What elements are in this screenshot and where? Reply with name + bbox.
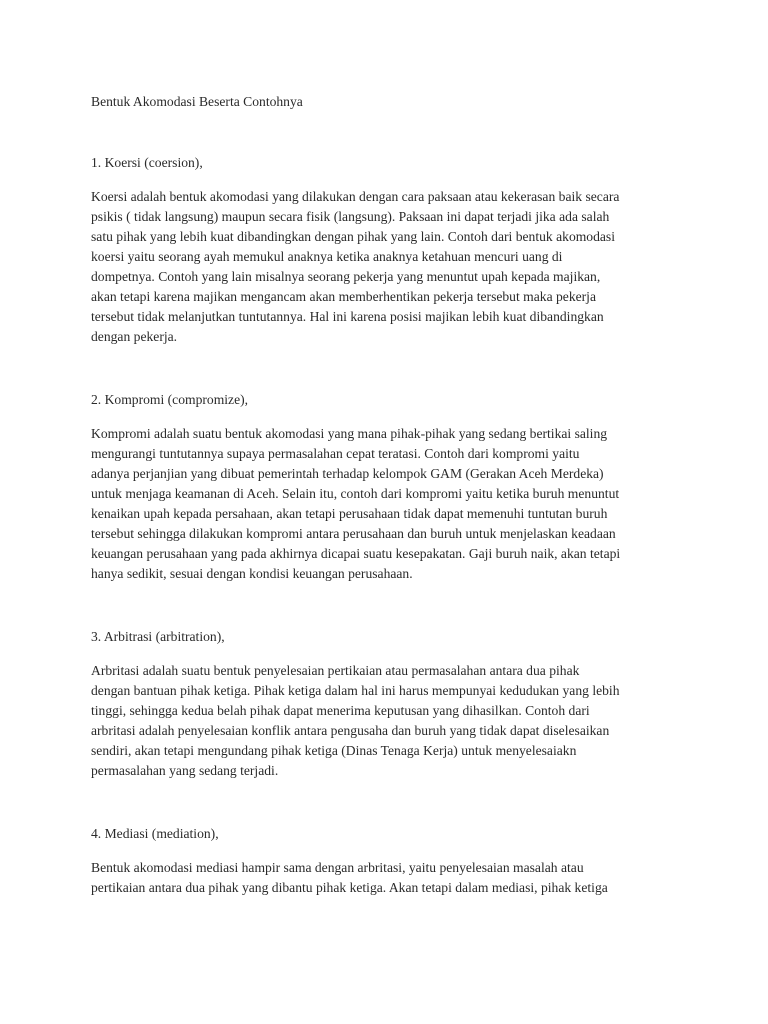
paragraph-line: tersebut tidak melanjutkan tuntutannya. Hal ini karena posisi majikan lebih kuat dibandingkan [91,309,604,324]
section-mediasi [91,824,691,898]
paragraph-line: dompetnya. Contoh yang lain misalnya seorang pekerja yang menuntut upah kepada majikan, [91,269,601,284]
paragraph-line: Arbritasi adalah suatu bentuk penyelesaian pertikaian atau permasalahan antara dua pihak [91,663,580,678]
paragraph-line: Bentuk akomodasi mediasi hampir sama dengan arbritasi, yaitu penyelesaian masalah atau [91,860,584,875]
paragraph-line: dengan pekerja. [91,329,178,344]
section-paragraph [91,187,691,347]
section-kompromi [91,390,691,584]
paragraph-line: akan tetapi karena majikan mengancam akan memberhentikan pekerja tersebut maka pekerja [91,289,596,304]
paragraph-line: adanya perjanjian yang dibuat pemerintah terhadap kelompok GAM (Gerakan Aceh Merdeka) [91,466,604,481]
document-body [91,92,691,898]
section-paragraph [91,661,691,781]
paragraph-line: tinggi, sehingga kedua belah pihak dapat menerima keputusan yang dihasilkan. Contoh dari [91,703,590,718]
paragraph-line: arbritasi adalah penyelesaian konflik antara pengusaha dan buruh yang tidak dapat diselesaikan [91,723,610,738]
section-heading: 4. Mediasi (mediation), [91,826,219,841]
section-heading: 1. Koersi (coersion), [91,155,203,170]
section-paragraph [91,858,691,898]
paragraph-line: Koersi adalah bentuk akomodasi yang dilakukan dengan cara paksaan atau kekerasan baik secara [91,189,620,204]
paragraph-line: hanya sedikit, sesuai dengan kondisi keuangan perusahaan. [91,566,413,581]
paragraph-line: sendiri, akan tetapi mengundang pihak ketiga (Dinas Tenaga Kerja) untuk menyelesaiakn [91,743,577,758]
paragraph-line: pertikaian antara dua pihak yang dibantu pihak ketiga. Akan tetapi dalam mediasi, pihak ketiga [91,880,608,895]
paragraph-line: mengurangi tuntutannya supaya permasalahan cepat teratasi. Contoh dari kompromi yaitu [91,446,580,461]
section-koersi [91,153,691,347]
paragraph-line: tersebut sehingga dilakukan kompromi antara perusahaan dan buruh untuk menjelaskan keadaan [91,526,616,541]
document-title: Bentuk Akomodasi Beserta Contohnya [91,94,303,109]
paragraph-line: kenaikan upah kepada persahaan, akan tetapi perusahaan tidak dapat memenuhi tuntutan buruh [91,506,608,521]
paragraph-line: psikis ( tidak langsung) maupun secara fisik (langsung). Paksaan ini dapat terjadi jika ada salah [91,209,610,224]
paragraph-line: permasalahan yang sedang terjadi. [91,763,279,778]
paragraph-line: dengan bantuan pihak ketiga. Pihak ketiga dalam hal ini harus mempunyai kedudukan yang lebih [91,683,620,698]
section-arbitrasi [91,627,691,781]
paragraph-line: koersi yaitu seorang ayah memukul anaknya ketika anaknya ketahuan mencuri uang di [91,249,563,264]
section-paragraph [91,424,691,584]
section-heading: 2. Kompromi (compromize), [91,392,249,407]
paragraph-line: untuk menjaga keamanan di Aceh. Selain itu, contoh dari kompromi yaitu ketika buruh menuntut [91,486,620,501]
section-heading: 3. Arbitrasi (arbitration), [91,629,225,644]
paragraph-line: satu pihak yang lebih kuat dibandingkan dengan pihak yang lain. Contoh dari bentuk akomodasi [91,229,616,244]
paragraph-line: keuangan perusahaan yang pada akhirnya dicapai suatu kesepakatan. Gaji buruh naik, akan tetapi [91,546,621,561]
paragraph-line: Kompromi adalah suatu bentuk akomodasi yang mana pihak-pihak yang sedang bertikai saling [91,426,608,441]
